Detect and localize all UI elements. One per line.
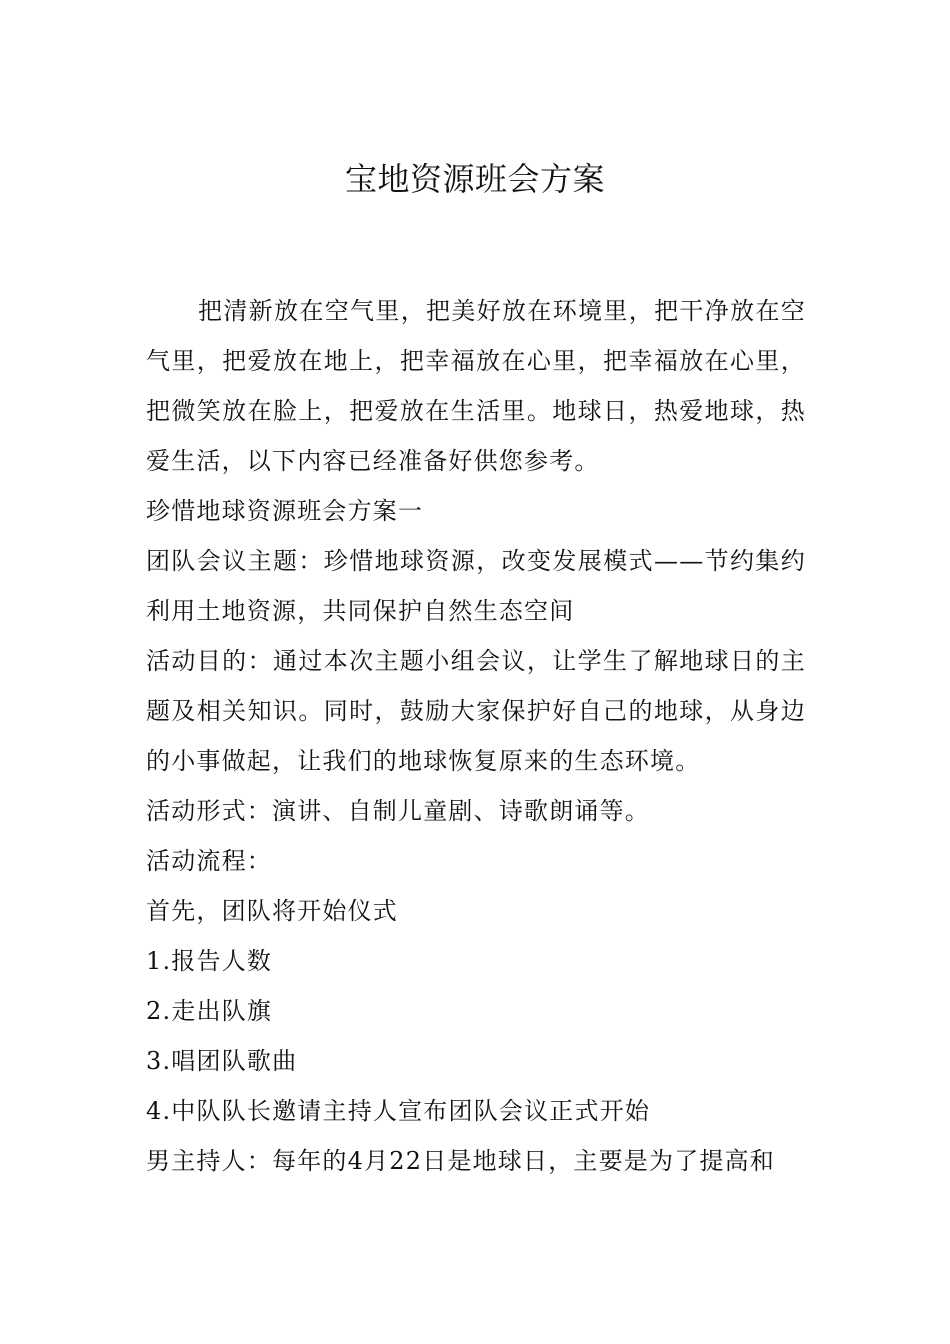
ceremony-paragraph: 首先，团队将开始仪式 [146,897,398,925]
list-item: 4.中队队长邀请主持人宣布团队会议正式开始 [146,1097,651,1125]
list-item: 2.走出队旗 [146,997,273,1025]
host-line-paragraph: 男主持人：每年的4月22日是地球日，主要是为了提高和 [146,1147,776,1175]
list-item: 1.报告人数 [146,947,273,975]
activity-form-paragraph: 活动形式：演讲、自制儿童剧、诗歌朗诵等。 [146,797,650,825]
document-body [146,286,806,1186]
list-item: 3.唱团队歌曲 [146,1047,298,1075]
activity-process-heading: 活动流程： [146,847,272,875]
intro-paragraph: 把清新放在空气里，把美好放在环境里，把干净放在空气里，把爱放在地上，把幸福放在心里，把幸福放在心里，把微笑放在脸上，把爱放在生活里。地球日，热爱地球，热爱生活，以下内容已经准备好供您参考。 [146,297,806,475]
activity-purpose-paragraph: 活动目的：通过本次主题小组会议，让学生了解地球日的主题及相关知识。同时，鼓励大家保护好自己的地球，从身边的小事做起，让我们的地球恢复原来的生态环境。 [146,647,806,775]
meeting-theme-paragraph: 团队会议主题：珍惜地球资源，改变发展模式——节约集约利用土地资源，共同保护自然生态空间 [146,547,806,625]
document-title: 宝地资源班会方案 [344,160,605,198]
section-heading: 珍惜地球资源班会方案一 [146,497,424,525]
